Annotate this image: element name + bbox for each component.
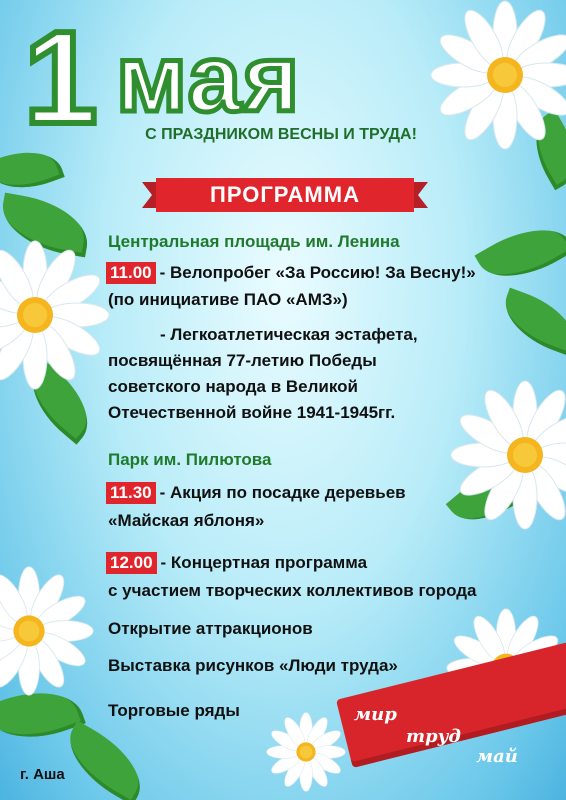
event-line: Отечественной войне 1941-1945гг.: [108, 403, 396, 422]
event-title: - Концертная программа: [160, 553, 368, 572]
event-line: [106, 262, 476, 284]
program-banner: [156, 178, 414, 212]
event-line: Торговые ряды: [108, 701, 240, 720]
daisy-icon: [450, 380, 566, 530]
poster-title: [24, 4, 404, 151]
title-number: 1: [24, 4, 94, 151]
event-line: Открытие аттракционов: [108, 619, 313, 638]
event-time: 11.00: [106, 262, 156, 284]
venue-heading: Центральная площадь им. Ленина: [108, 232, 400, 251]
event-line: Выставка рисунков «Люди труда»: [108, 656, 398, 675]
event-line: [106, 482, 406, 504]
event-title: - Велопробег «За Россию! За Весну!»: [159, 263, 476, 282]
event-line: - Легкоатлетическая эстафета,: [160, 325, 418, 344]
leaf-icon: [475, 211, 566, 296]
city-label: г. Аша: [20, 766, 65, 783]
event-line: (по инициативе ПАО «АМЗ»): [108, 290, 348, 309]
leaf-icon: [55, 721, 156, 800]
daisy-icon: [0, 566, 94, 696]
subtitle: С ПРАЗДНИКОМ ВЕСНЫ И ТРУДА!: [145, 126, 417, 143]
event-title: - Акция по посадке деревьев: [159, 483, 406, 502]
ribbon: [336, 680, 566, 790]
daisy-icon: [430, 0, 566, 150]
event-line: [106, 552, 367, 574]
title-word: мая: [116, 25, 302, 132]
event-time: 12.00: [106, 552, 157, 574]
daisy-icon: [0, 240, 110, 390]
event-line: с участием творческих коллективов города: [108, 581, 477, 600]
venue-heading: Парк им. Пилютова: [108, 450, 272, 469]
ribbon-word: труд: [406, 726, 461, 747]
leaf-icon: [495, 288, 566, 357]
ribbon-word: мир: [354, 704, 397, 725]
event-line: «Майская яблоня»: [108, 511, 265, 530]
event-time: 11.30: [106, 482, 156, 504]
ribbon-word: май: [476, 746, 518, 767]
daisy-icon: [266, 712, 346, 792]
banner-label: ПРОГРАММА: [156, 178, 414, 212]
event-line: советского народа в Великой: [108, 377, 358, 396]
event-line: посвящённая 77-летию Победы: [108, 351, 377, 370]
